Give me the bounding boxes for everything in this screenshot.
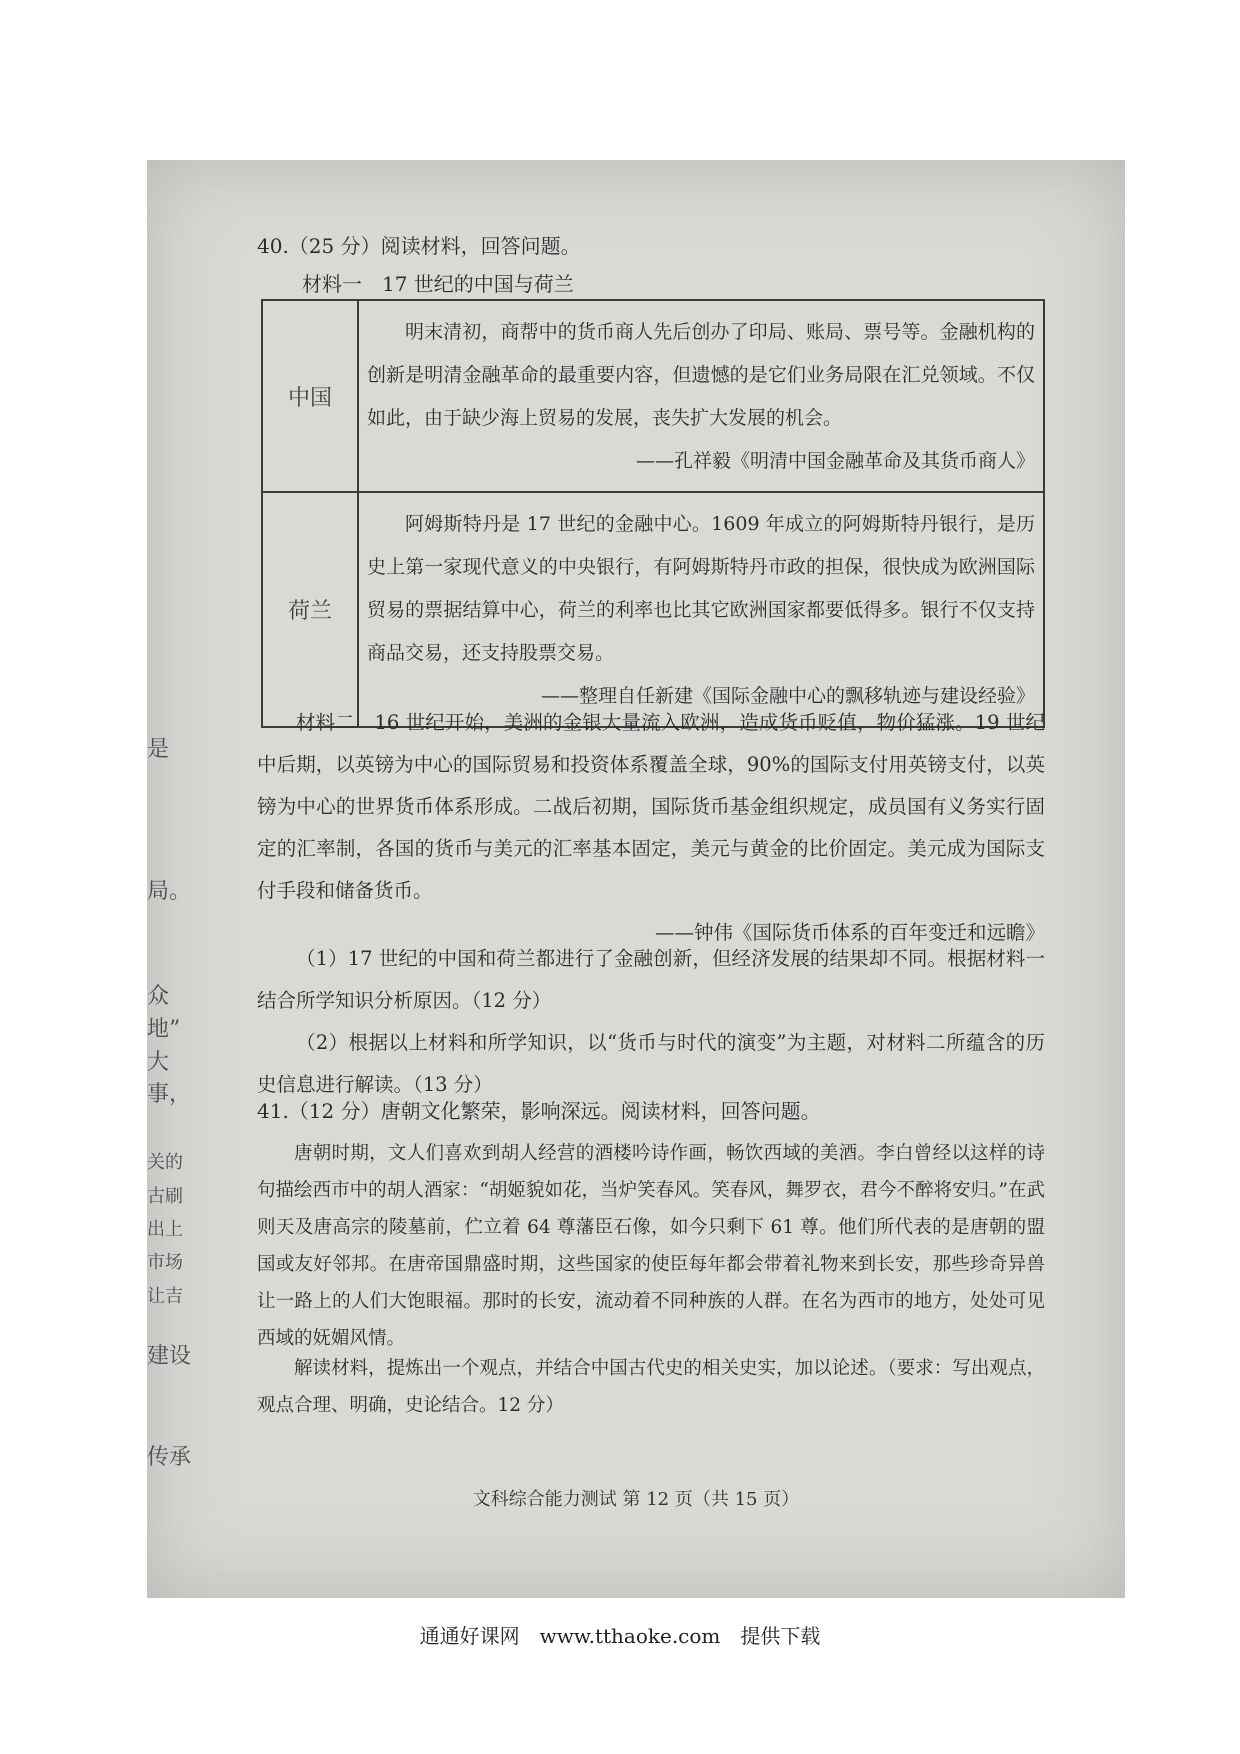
material-source: ——整理自任新建《国际金融中心的飘移轨迹与建设经验》 [540, 685, 1035, 707]
margin-fragment: 让吉 [147, 1286, 183, 1307]
task-text: 解读材料，提炼出一个观点，并结合中国古代史的相关史实，加以论述。（要求：写出观点，观点合理、明确，史论结合。12 分） [257, 1358, 1045, 1416]
margin-fragment: 关的 [147, 1152, 183, 1173]
margin-fragment: 传承 [147, 1445, 192, 1470]
table-row-netherlands [262, 492, 1044, 727]
margin-fragment: 事， [147, 1082, 192, 1107]
country-cell: 荷兰 [262, 492, 358, 727]
material-1-title: 材料一 17 世纪的中国与荷兰 [302, 272, 574, 296]
margin-fragment: 建设 [147, 1344, 192, 1369]
download-credit: 通通好课网 www.tthaoke.com 提供下载 [419, 1624, 821, 1648]
margin-fragment: 地” [147, 1017, 181, 1042]
margin-fragment: 古刷 [147, 1186, 183, 1207]
material-2 [257, 702, 1045, 954]
material-text: 唐朝时期，文人们喜欢到胡人经营的酒楼吟诗作画，畅饮西域的美酒。李白曾经以这样的诗句描绘西市中的胡人酒家：“胡姬貌如花，当炉笑春风。笑春风，舞罗衣，君今不醉将安归。”在武则天及唐高宗的陵墓前，伫立着 64 尊藩臣石像，如今只剩下 61 尊。他们所代表的是唐朝的盟国或友好邻邦。在唐帝国鼎盛时期，这些国家的使臣每年都会带着礼物来到长安，那些珍奇异兽让一路上的人们大饱眼福。那时的长安，流动着不同种族的人群。在名为西市的地方，处处可见西域的妩媚风情。 [257, 1143, 1045, 1349]
country-cell: 中国 [262, 300, 358, 492]
material-text: 阿姆斯特丹是 17 世纪的金融中心。1609 年成立的阿姆斯特丹银行，是历史上第一家现代意义的中央银行，有阿姆斯特丹市政的担保，很快成为欧洲国际贸易的票据结算中心，荷兰的利率也比其它欧洲国家都要低得多。银行不仅支持商品交易，还支持股票交易。 [367, 513, 1035, 664]
question-41-task [257, 1350, 1045, 1424]
question-41-material [257, 1135, 1045, 1357]
margin-fragment: 是 [147, 737, 170, 762]
material-1-table [261, 299, 1045, 728]
question-40-sub-2 [257, 1022, 1045, 1106]
material-source: ——孔祥毅《明清中国金融革命及其货币商人》 [635, 450, 1035, 472]
margin-fragment: 大 [147, 1050, 170, 1075]
photographed-exam-page [147, 160, 1125, 1598]
question-40-heading: 40.（25 分）阅读材料，回答问题。 [257, 234, 581, 258]
page-number-footer: 文科综合能力测试 第 12 页（共 15 页） [472, 1489, 800, 1510]
material-2-text: 材料二 16 世纪开始，美洲的金银大量流入欧洲，造成货币贬值，物价猛涨。19 世纪中后期，以英镑为中心的国际贸易和投资体系覆盖全球，90%的国际支付用英镑支付，以英镑为中心的世界货币体系形成。二战后初期，国际货币基金组织规定，成员国有义务实行固定的汇率制，各国的货币与美元的汇率基本固定，美元与黄金的比价固定。美元成为国际支付手段和储备货币。 [257, 711, 1045, 902]
question-41-heading: 41.（12 分）唐朝文化繁荣，影响深远。阅读材料，回答问题。 [257, 1099, 821, 1123]
margin-fragment: 出上 [147, 1219, 183, 1240]
margin-fragment: 众 [147, 984, 170, 1009]
exam-page-content [147, 160, 1125, 1598]
margin-fragment: 市场 [147, 1252, 183, 1273]
sub-question-text: （2）根据以上材料和所学知识，以“货币与时代的演变”为主题，对材料二所蕴含的历史信息进行解读。（13 分） [257, 1031, 1045, 1096]
question-40-sub-1 [257, 938, 1045, 1022]
material-2-source: ——钟伟《国际货币体系的百年变迁和远瞻》 [654, 921, 1045, 944]
material-cell [358, 300, 1044, 492]
margin-fragment: 局。 [147, 879, 192, 904]
material-cell [358, 492, 1044, 727]
table-row-china [262, 300, 1044, 492]
material-text: 明末清初，商帮中的货币商人先后创办了印局、账局、票号等。金融机构的创新是明清金融革命的最重要内容，但遗憾的是它们业务局限在汇兑领域。不仅如此，由于缺少海上贸易的发展，丧失扩大发展的机会。 [367, 321, 1035, 429]
sub-question-text: （1）17 世纪的中国和荷兰都进行了金融创新，但经济发展的结果却不同。根据材料一结合所学知识分析原因。（12 分） [257, 947, 1045, 1012]
